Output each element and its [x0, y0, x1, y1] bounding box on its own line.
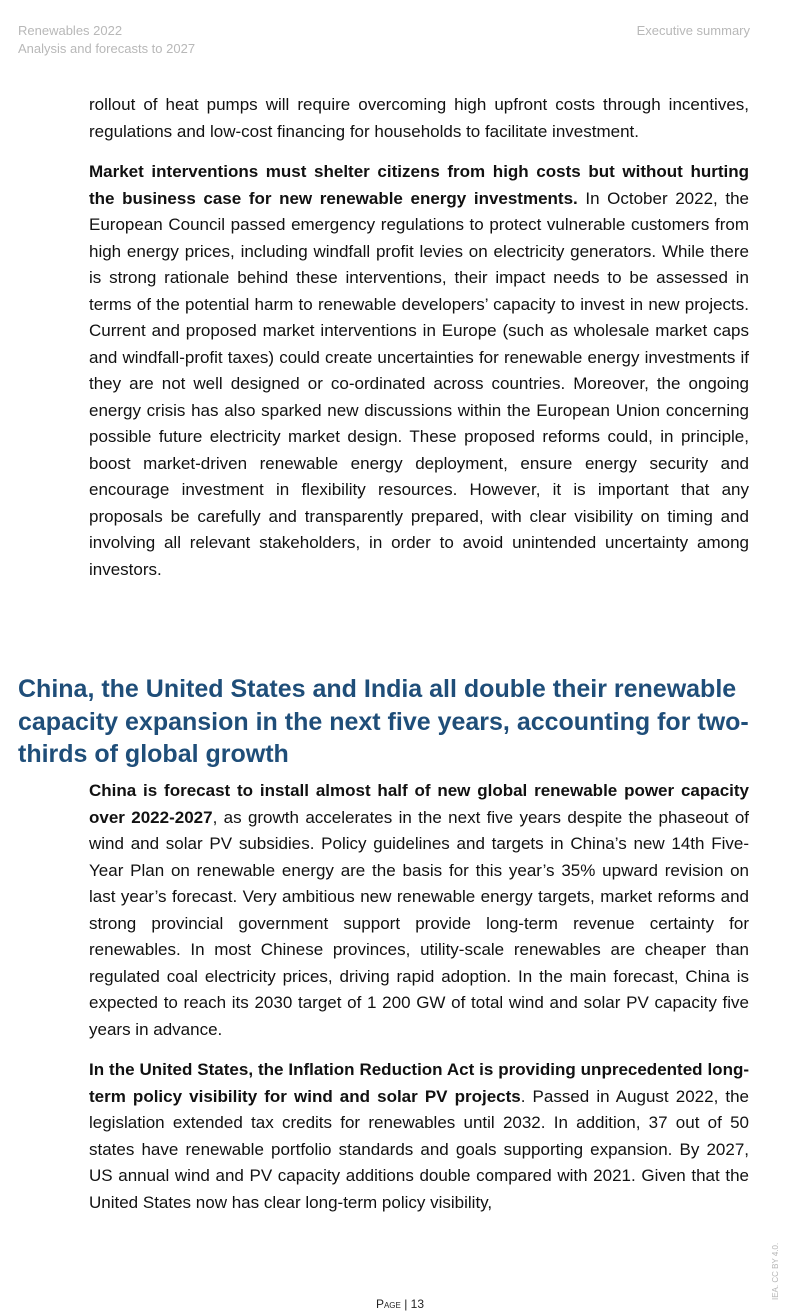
section-heading: China, the United States and India all double their renewable capacity expansion in the next five years, accounting for two-thirds of global growth: [18, 675, 749, 768]
report-title: Renewables 2022: [18, 23, 123, 38]
page-label: Page: [375, 1297, 401, 1311]
paragraph-lead: China is forecast to install almost half of new global renewable power capacity over 2022-2027: [89, 781, 749, 827]
page-separator: |: [400, 1297, 411, 1311]
report-subtitle: Analysis and forecasts to 2027: [18, 41, 196, 56]
body-text-top: [89, 92, 749, 597]
paragraph-body: In October 2022, the European Council passed emergency regulations to protect vulnerable customers from high energy prices, including windfall profit levies on electricity generators. While there is strong rationale behind these interventions, their impact needs to be assessed in terms of the potential harm to renewable developers’ capacity to invest in new projects. Current and proposed market interventions in Europe (such as wholesale market caps and windfall-profit taxes) could create uncertainties for renewable energy investments if they are not well designed or co-ordinated across countries. Moreover, the ongoing energy crisis has also sparked new discussions within the European Union concerning possible future electricity market design. These proposed reforms could, in principle, boost market-driven renewable energy deployment, ensure energy security and encourage investment in flexibility resources. However, it is important that any proposals be carefully and transparently prepared, with clear visibility on timing and involving all relevant stakeholders, in order to avoid unintended uncertainty among investors.: [89, 188, 749, 579]
paragraph-body: , as growth accelerates in the next five years despite the phaseout of wind and solar PV subsidies. Policy guidelines and targets in China’s new 14th Five-Year Plan on renewable energy are the basis for this year’s 35% upward revision on last year’s forecast. Very ambitious new renewable energy targets, market reforms and strong provincial government support provide long-term revenue certainty for renewables. In most Chinese provinces, utility-scale renewables are cheaper than regulated coal electricity prices, driving rapid adoption. In the main forecast, China is expected to reach its 2030 target of 1 200 GW of total wind and solar PV capacity five years in advance.: [89, 807, 749, 1039]
market-interventions-paragraph: [89, 159, 749, 583]
page-footer: [0, 1297, 800, 1311]
body-text-bottom: [89, 778, 749, 1230]
running-header-left: [18, 22, 195, 58]
intro-continuation: rollout of heat pumps will require overcoming high upfront costs through incentives, regulations and low-cost financing for households to facilitate investment.: [89, 95, 749, 141]
paragraph-lead: Market interventions must shelter citizens from high costs but without hurting the business case for new renewable energy investments.: [89, 162, 749, 208]
china-paragraph: [89, 778, 749, 1043]
paragraph-lead: In the United States, the Inflation Reduction Act is providing unprecedented long-term policy visibility for wind and solar PV projects: [89, 1060, 749, 1106]
paragraph-body: . Passed in August 2022, the legislation extended tax credits for renewables until 2032. In addition, 37 out of 50 states have renewable portfolio standards and goals supporting expansion. By 2027, US annual wind and PV capacity additions double compared with 2021. Given that the United States now has clear long-term policy visibility,: [89, 1086, 750, 1212]
running-header-right: Executive summary: [636, 23, 750, 38]
us-paragraph: [89, 1057, 749, 1216]
license-note: IEA. CC BY 4.0.: [771, 1242, 780, 1300]
page-number: 13: [410, 1297, 425, 1311]
